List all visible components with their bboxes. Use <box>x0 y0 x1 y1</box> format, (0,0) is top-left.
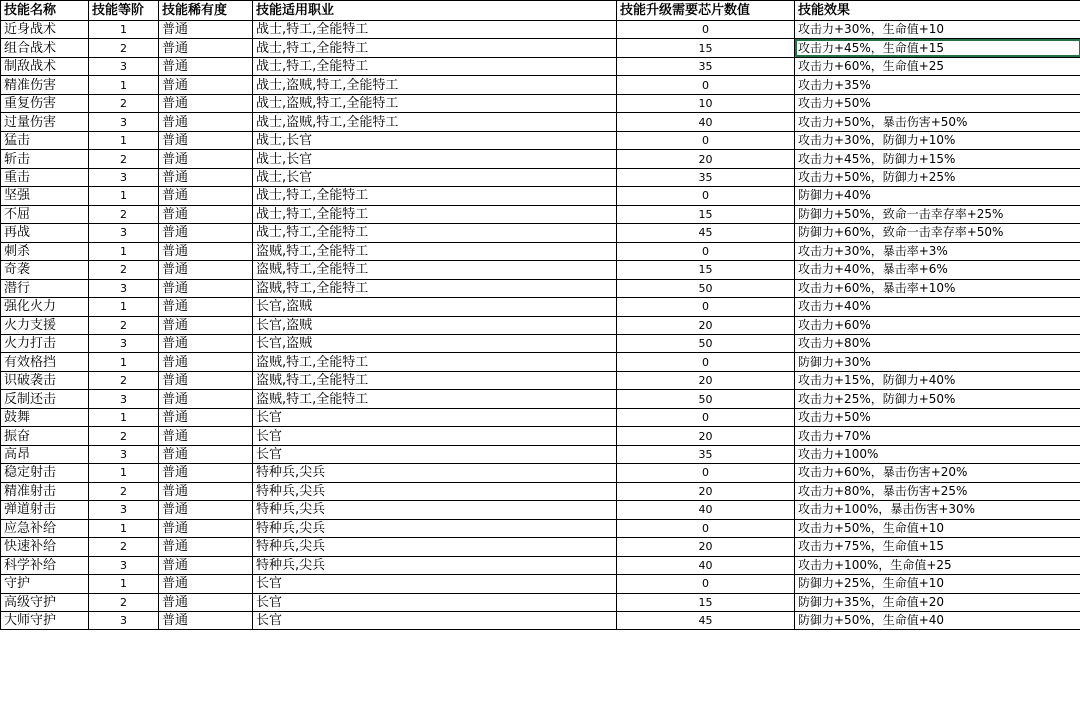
cell-skill-effect[interactable]: 攻击力+75%，生命值+15 <box>795 538 1080 556</box>
cell-skill-jobs[interactable]: 长官 <box>253 575 617 593</box>
cell-skill-rarity[interactable]: 普通 <box>159 556 253 574</box>
cell-skill-name[interactable]: 守护 <box>1 575 89 593</box>
cell-upgrade-chips[interactable]: 40 <box>617 501 795 519</box>
cell-skill-level[interactable]: 2 <box>89 39 159 57</box>
cell-skill-name[interactable]: 精准射击 <box>1 482 89 500</box>
cell-upgrade-chips[interactable]: 50 <box>617 279 795 297</box>
cell-skill-effect[interactable]: 攻击力+15%，防御力+40% <box>795 371 1080 389</box>
cell-skill-name[interactable]: 斩击 <box>1 150 89 168</box>
cell-skill-jobs[interactable]: 战士,特工,全能特工 <box>253 187 617 205</box>
cell-skill-jobs[interactable]: 战士,特工,全能特工 <box>253 57 617 75</box>
cell-skill-jobs[interactable]: 战士,长官 <box>253 168 617 186</box>
cell-upgrade-chips[interactable]: 20 <box>617 482 795 500</box>
cell-skill-jobs[interactable]: 战士,长官 <box>253 150 617 168</box>
cell-skill-name[interactable]: 弹道射击 <box>1 501 89 519</box>
cell-skill-effect[interactable]: 攻击力+45%，生命值+15 <box>795 39 1080 57</box>
cell-skill-effect[interactable]: 攻击力+50%，防御力+25% <box>795 168 1080 186</box>
cell-skill-level[interactable]: 3 <box>89 279 159 297</box>
cell-skill-name[interactable]: 精准伤害 <box>1 76 89 94</box>
table-row <box>1 427 1080 445</box>
cell-skill-rarity[interactable]: 普通 <box>159 76 253 94</box>
cell-skill-jobs[interactable]: 盗贼,特工,全能特工 <box>253 242 617 260</box>
cell-skill-level[interactable]: 2 <box>89 205 159 223</box>
cell-skill-name[interactable]: 快速补给 <box>1 538 89 556</box>
table-row <box>1 279 1080 297</box>
cell-skill-rarity[interactable]: 普通 <box>159 390 253 408</box>
cell-upgrade-chips[interactable]: 0 <box>617 298 795 316</box>
table-row <box>1 334 1080 352</box>
cell-upgrade-chips[interactable]: 0 <box>617 76 795 94</box>
cell-skill-level[interactable]: 1 <box>89 131 159 149</box>
cell-skill-effect[interactable]: 攻击力+25%，防御力+50% <box>795 390 1080 408</box>
cell-skill-name[interactable]: 不屈 <box>1 205 89 223</box>
cell-skill-name[interactable]: 应急补给 <box>1 519 89 537</box>
cell-skill-jobs[interactable]: 特种兵,尖兵 <box>253 482 617 500</box>
cell-skill-rarity[interactable]: 普通 <box>159 408 253 426</box>
cell-skill-level[interactable]: 2 <box>89 150 159 168</box>
cell-skill-rarity[interactable]: 普通 <box>159 279 253 297</box>
header-skill-rarity[interactable]: 技能稀有度 <box>159 1 253 21</box>
cell-skill-rarity[interactable]: 普通 <box>159 501 253 519</box>
cell-skill-effect[interactable]: 防御力+60%，致命一击幸存率+50% <box>795 224 1080 242</box>
table-row <box>1 501 1080 519</box>
cell-skill-name[interactable]: 再战 <box>1 224 89 242</box>
cell-skill-level[interactable]: 3 <box>89 556 159 574</box>
cell-skill-effect[interactable]: 攻击力+40% <box>795 298 1080 316</box>
cell-skill-level[interactable]: 1 <box>89 464 159 482</box>
table-row <box>1 298 1080 316</box>
cell-skill-name[interactable]: 火力支援 <box>1 316 89 334</box>
cell-skill-name[interactable]: 奇袭 <box>1 261 89 279</box>
cell-skill-jobs[interactable]: 长官 <box>253 593 617 611</box>
cell-skill-jobs[interactable]: 特种兵,尖兵 <box>253 556 617 574</box>
cell-skill-rarity[interactable]: 普通 <box>159 371 253 389</box>
cell-skill-effect[interactable]: 防御力+25%，生命值+10 <box>795 575 1080 593</box>
header-skill-effect[interactable]: 技能效果 <box>795 1 1080 21</box>
cell-upgrade-chips[interactable]: 0 <box>617 408 795 426</box>
cell-skill-jobs[interactable]: 盗贼,特工,全能特工 <box>253 279 617 297</box>
table-row <box>1 575 1080 593</box>
cell-skill-rarity[interactable]: 普通 <box>159 427 253 445</box>
cell-skill-rarity[interactable]: 普通 <box>159 21 253 39</box>
cell-upgrade-chips[interactable]: 0 <box>617 131 795 149</box>
table-row <box>1 224 1080 242</box>
cell-upgrade-chips[interactable]: 0 <box>617 242 795 260</box>
cell-skill-level[interactable]: 1 <box>89 187 159 205</box>
table-row <box>1 390 1080 408</box>
cell-skill-rarity[interactable]: 普通 <box>159 445 253 463</box>
cell-upgrade-chips[interactable]: 50 <box>617 390 795 408</box>
cell-upgrade-chips[interactable]: 20 <box>617 371 795 389</box>
cell-skill-level[interactable]: 3 <box>89 390 159 408</box>
cell-skill-name[interactable]: 火力打击 <box>1 334 89 352</box>
cell-upgrade-chips[interactable]: 15 <box>617 261 795 279</box>
cell-skill-rarity[interactable]: 普通 <box>159 298 253 316</box>
cell-skill-rarity[interactable]: 普通 <box>159 94 253 112</box>
cell-skill-level[interactable]: 3 <box>89 113 159 131</box>
table-row <box>1 21 1080 39</box>
cell-skill-rarity[interactable]: 普通 <box>159 334 253 352</box>
cell-skill-jobs[interactable]: 盗贼,特工,全能特工 <box>253 261 617 279</box>
cell-skill-name[interactable]: 强化火力 <box>1 298 89 316</box>
table-row <box>1 482 1080 500</box>
cell-upgrade-chips[interactable]: 15 <box>617 593 795 611</box>
cell-skill-level[interactable]: 3 <box>89 612 159 630</box>
cell-skill-name[interactable]: 科学补给 <box>1 556 89 574</box>
cell-upgrade-chips[interactable]: 35 <box>617 168 795 186</box>
cell-upgrade-chips[interactable]: 20 <box>617 427 795 445</box>
cell-upgrade-chips[interactable]: 0 <box>617 519 795 537</box>
cell-skill-rarity[interactable]: 普通 <box>159 316 253 334</box>
cell-skill-name[interactable]: 鼓舞 <box>1 408 89 426</box>
table-row <box>1 113 1080 131</box>
cell-upgrade-chips[interactable]: 40 <box>617 113 795 131</box>
cell-upgrade-chips[interactable]: 15 <box>617 39 795 57</box>
cell-skill-level[interactable]: 2 <box>89 371 159 389</box>
table-row <box>1 408 1080 426</box>
cell-skill-rarity[interactable]: 普通 <box>159 57 253 75</box>
cell-skill-jobs[interactable]: 战士,特工,全能特工 <box>253 224 617 242</box>
cell-skill-effect[interactable]: 防御力+35%，生命值+20 <box>795 593 1080 611</box>
cell-skill-jobs[interactable]: 特种兵,尖兵 <box>253 501 617 519</box>
cell-skill-jobs[interactable]: 战士,盗贼,特工,全能特工 <box>253 94 617 112</box>
cell-skill-jobs[interactable]: 长官 <box>253 427 617 445</box>
cell-upgrade-chips[interactable]: 20 <box>617 150 795 168</box>
header-skill-level[interactable]: 技能等阶 <box>89 1 159 21</box>
cell-skill-name[interactable]: 有效格挡 <box>1 353 89 371</box>
cell-skill-level[interactable]: 3 <box>89 445 159 463</box>
cell-skill-level[interactable]: 2 <box>89 427 159 445</box>
table-row <box>1 39 1080 57</box>
cell-skill-jobs[interactable]: 长官 <box>253 408 617 426</box>
cell-skill-rarity[interactable]: 普通 <box>159 242 253 260</box>
cell-skill-rarity[interactable]: 普通 <box>159 168 253 186</box>
header-row <box>1 1 1080 21</box>
table-row <box>1 519 1080 537</box>
cell-skill-rarity[interactable]: 普通 <box>159 224 253 242</box>
table-row <box>1 242 1080 260</box>
cell-skill-level[interactable]: 1 <box>89 21 159 39</box>
cell-skill-jobs[interactable]: 特种兵,尖兵 <box>253 519 617 537</box>
table-row <box>1 464 1080 482</box>
cell-skill-rarity[interactable]: 普通 <box>159 519 253 537</box>
table-row <box>1 353 1080 371</box>
table-row <box>1 538 1080 556</box>
cell-skill-effect[interactable]: 攻击力+45%，防御力+15% <box>795 150 1080 168</box>
cell-skill-name[interactable]: 识破袭击 <box>1 371 89 389</box>
cell-upgrade-chips[interactable]: 0 <box>617 353 795 371</box>
cell-skill-name[interactable]: 稳定射击 <box>1 464 89 482</box>
cell-skill-rarity[interactable]: 普通 <box>159 575 253 593</box>
cell-upgrade-chips[interactable]: 0 <box>617 21 795 39</box>
table-row <box>1 316 1080 334</box>
cell-upgrade-chips[interactable]: 45 <box>617 224 795 242</box>
cell-skill-level[interactable]: 2 <box>89 538 159 556</box>
cell-skill-effect[interactable]: 攻击力+100%，暴击伤害+30% <box>795 501 1080 519</box>
cell-upgrade-chips[interactable]: 45 <box>617 612 795 630</box>
cell-skill-effect[interactable]: 攻击力+50% <box>795 408 1080 426</box>
cell-skill-effect[interactable]: 攻击力+60%，生命值+25 <box>795 57 1080 75</box>
cell-upgrade-chips[interactable]: 10 <box>617 94 795 112</box>
table-row <box>1 371 1080 389</box>
cell-skill-level[interactable]: 3 <box>89 224 159 242</box>
cell-skill-rarity[interactable]: 普通 <box>159 113 253 131</box>
cell-skill-jobs[interactable]: 长官,盗贼 <box>253 298 617 316</box>
cell-skill-name[interactable]: 重击 <box>1 168 89 186</box>
cell-skill-level[interactable]: 3 <box>89 168 159 186</box>
table-row <box>1 205 1080 223</box>
cell-skill-effect[interactable]: 攻击力+50% <box>795 94 1080 112</box>
cell-skill-name[interactable]: 高昂 <box>1 445 89 463</box>
table-row <box>1 445 1080 463</box>
cell-skill-name[interactable]: 近身战术 <box>1 21 89 39</box>
cell-skill-jobs[interactable]: 战士,盗贼,特工,全能特工 <box>253 76 617 94</box>
cell-skill-effect[interactable]: 攻击力+50%，生命值+10 <box>795 519 1080 537</box>
cell-skill-name[interactable]: 反制还击 <box>1 390 89 408</box>
cell-skill-jobs[interactable]: 长官 <box>253 445 617 463</box>
cell-skill-name[interactable]: 制敌战术 <box>1 57 89 75</box>
cell-skill-rarity[interactable]: 普通 <box>159 261 253 279</box>
cell-skill-rarity[interactable]: 普通 <box>159 353 253 371</box>
cell-skill-effect[interactable]: 攻击力+100%，生命值+25 <box>795 556 1080 574</box>
table-row <box>1 168 1080 186</box>
cell-skill-name[interactable]: 潜行 <box>1 279 89 297</box>
cell-skill-jobs[interactable]: 长官 <box>253 612 617 630</box>
cell-upgrade-chips[interactable]: 35 <box>617 445 795 463</box>
cell-skill-effect[interactable]: 攻击力+50%，暴击伤害+50% <box>795 113 1080 131</box>
cell-skill-name[interactable]: 高级守护 <box>1 593 89 611</box>
cell-skill-effect[interactable]: 攻击力+100% <box>795 445 1080 463</box>
header-skill-jobs[interactable]: 技能适用职业 <box>253 1 617 21</box>
cell-skill-name[interactable]: 过量伤害 <box>1 113 89 131</box>
cell-skill-jobs[interactable]: 长官,盗贼 <box>253 316 617 334</box>
cell-upgrade-chips[interactable]: 50 <box>617 334 795 352</box>
table-row <box>1 187 1080 205</box>
table-row <box>1 150 1080 168</box>
cell-skill-effect[interactable]: 攻击力+30%，生命值+10 <box>795 21 1080 39</box>
cell-skill-effect[interactable]: 攻击力+40%，暴击率+6% <box>795 261 1080 279</box>
cell-skill-rarity[interactable]: 普通 <box>159 131 253 149</box>
cell-skill-effect[interactable]: 攻击力+35% <box>795 76 1080 94</box>
cell-skill-effect[interactable]: 防御力+40% <box>795 187 1080 205</box>
header-skill-name[interactable]: 技能名称 <box>1 1 89 21</box>
cell-skill-level[interactable]: 3 <box>89 57 159 75</box>
cell-skill-effect[interactable]: 攻击力+30%，防御力+10% <box>795 131 1080 149</box>
cell-skill-jobs[interactable]: 战士,盗贼,特工,全能特工 <box>253 113 617 131</box>
cell-skill-level[interactable]: 3 <box>89 334 159 352</box>
cell-skill-jobs[interactable]: 战士,特工,全能特工 <box>253 205 617 223</box>
cell-skill-level[interactable]: 2 <box>89 482 159 500</box>
cell-skill-jobs[interactable]: 特种兵,尖兵 <box>253 464 617 482</box>
cell-skill-level[interactable]: 1 <box>89 408 159 426</box>
cell-skill-rarity[interactable]: 普通 <box>159 612 253 630</box>
cell-skill-level[interactable]: 1 <box>89 298 159 316</box>
cell-upgrade-chips[interactable]: 20 <box>617 316 795 334</box>
cell-skill-level[interactable]: 2 <box>89 261 159 279</box>
cell-upgrade-chips[interactable]: 15 <box>617 205 795 223</box>
cell-skill-rarity[interactable]: 普通 <box>159 39 253 57</box>
cell-skill-rarity[interactable]: 普通 <box>159 187 253 205</box>
cell-skill-effect[interactable]: 攻击力+70% <box>795 427 1080 445</box>
cell-skill-jobs[interactable]: 战士,特工,全能特工 <box>253 39 617 57</box>
cell-skill-effect[interactable]: 防御力+50%，生命值+40 <box>795 612 1080 630</box>
cell-skill-level[interactable]: 2 <box>89 316 159 334</box>
cell-skill-effect[interactable]: 攻击力+60%，暴击伤害+20% <box>795 464 1080 482</box>
cell-skill-level[interactable]: 1 <box>89 575 159 593</box>
table-row <box>1 261 1080 279</box>
cell-skill-rarity[interactable]: 普通 <box>159 482 253 500</box>
cell-upgrade-chips[interactable]: 0 <box>617 575 795 593</box>
cell-skill-level[interactable]: 1 <box>89 76 159 94</box>
cell-skill-jobs[interactable]: 战士,长官 <box>253 131 617 149</box>
cell-skill-name[interactable]: 振奋 <box>1 427 89 445</box>
cell-skill-effect[interactable]: 攻击力+30%，暴击率+3% <box>795 242 1080 260</box>
table-row <box>1 612 1080 630</box>
cell-skill-level[interactable]: 1 <box>89 242 159 260</box>
table-row <box>1 131 1080 149</box>
cell-skill-effect[interactable]: 攻击力+80%，暴击伤害+25% <box>795 482 1080 500</box>
cell-skill-name[interactable]: 大师守护 <box>1 612 89 630</box>
cell-skill-rarity[interactable]: 普通 <box>159 464 253 482</box>
cell-skill-effect[interactable]: 攻击力+60%，暴击率+10% <box>795 279 1080 297</box>
cell-skill-rarity[interactable]: 普通 <box>159 593 253 611</box>
header-upgrade-chips[interactable]: 技能升级需要芯片数值 <box>617 1 795 21</box>
table-row <box>1 94 1080 112</box>
cell-skill-level[interactable]: 1 <box>89 519 159 537</box>
cell-upgrade-chips[interactable]: 35 <box>617 57 795 75</box>
cell-skill-jobs[interactable]: 长官,盗贼 <box>253 334 617 352</box>
cell-upgrade-chips[interactable]: 0 <box>617 187 795 205</box>
cell-upgrade-chips[interactable]: 20 <box>617 538 795 556</box>
table-row <box>1 76 1080 94</box>
cell-skill-level[interactable]: 3 <box>89 501 159 519</box>
cell-skill-name[interactable]: 重复伤害 <box>1 94 89 112</box>
cell-skill-level[interactable]: 2 <box>89 593 159 611</box>
cell-skill-name[interactable]: 刺杀 <box>1 242 89 260</box>
cell-skill-level[interactable]: 1 <box>89 353 159 371</box>
cell-skill-name[interactable]: 组合战术 <box>1 39 89 57</box>
cell-skill-level[interactable]: 2 <box>89 94 159 112</box>
cell-skill-effect[interactable]: 攻击力+60% <box>795 316 1080 334</box>
table-row <box>1 593 1080 611</box>
cell-skill-effect[interactable]: 防御力+30% <box>795 353 1080 371</box>
cell-skill-rarity[interactable]: 普通 <box>159 150 253 168</box>
table-row <box>1 57 1080 75</box>
cell-skill-name[interactable]: 坚强 <box>1 187 89 205</box>
cell-skill-name[interactable]: 猛击 <box>1 131 89 149</box>
cell-skill-jobs[interactable]: 战士,特工,全能特工 <box>253 21 617 39</box>
cell-skill-effect[interactable]: 防御力+50%，致命一击幸存率+25% <box>795 205 1080 223</box>
cell-skill-jobs[interactable]: 特种兵,尖兵 <box>253 538 617 556</box>
cell-upgrade-chips[interactable]: 40 <box>617 556 795 574</box>
cell-skill-jobs[interactable]: 盗贼,特工,全能特工 <box>253 353 617 371</box>
table-row <box>1 556 1080 574</box>
cell-skill-rarity[interactable]: 普通 <box>159 205 253 223</box>
cell-skill-effect[interactable]: 攻击力+80% <box>795 334 1080 352</box>
cell-skill-rarity[interactable]: 普通 <box>159 538 253 556</box>
cell-skill-jobs[interactable]: 盗贼,特工,全能特工 <box>253 390 617 408</box>
cell-upgrade-chips[interactable]: 0 <box>617 464 795 482</box>
cell-skill-jobs[interactable]: 盗贼,特工,全能特工 <box>253 371 617 389</box>
